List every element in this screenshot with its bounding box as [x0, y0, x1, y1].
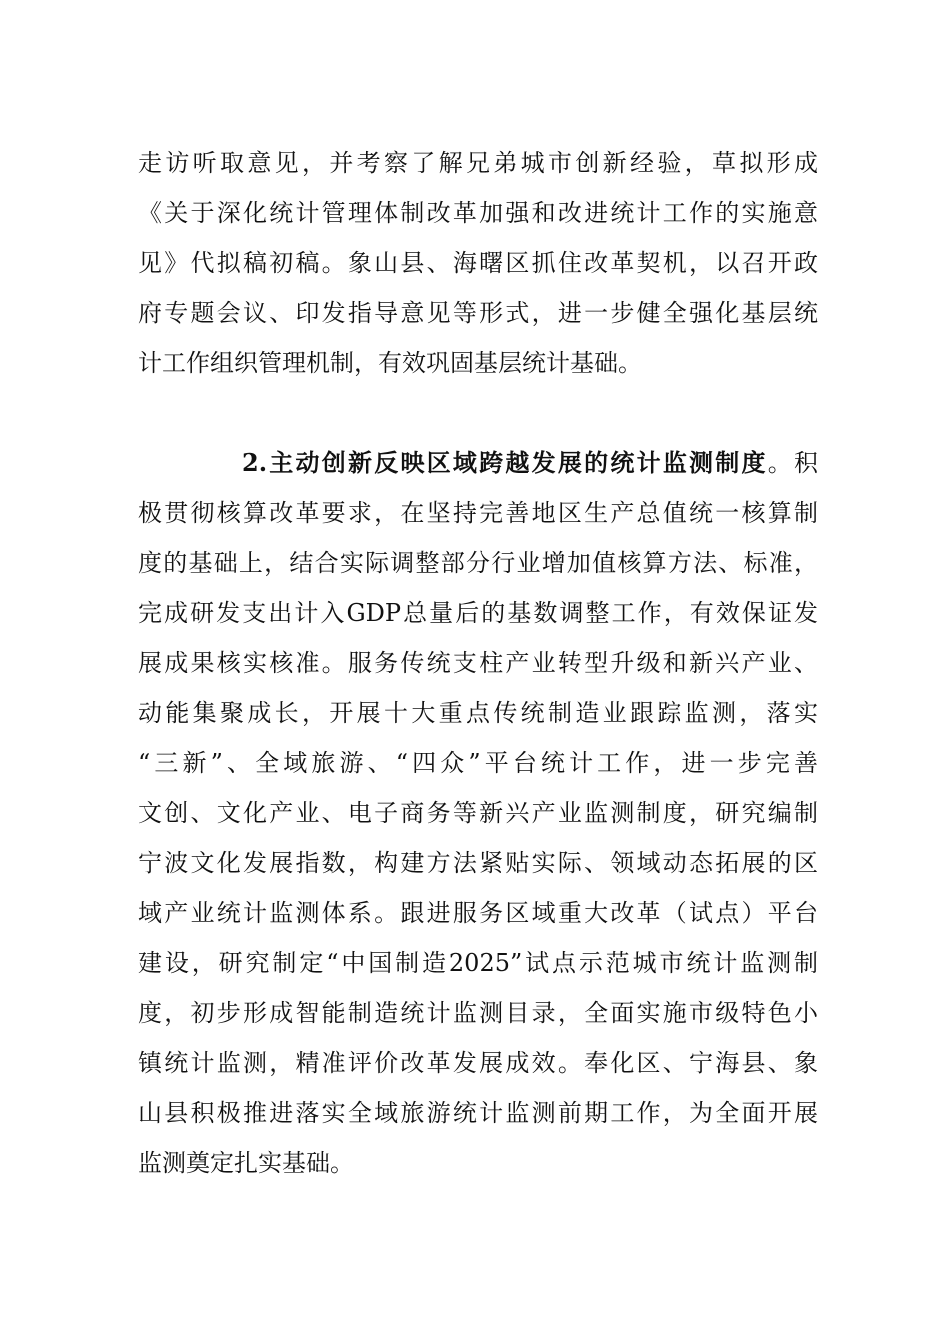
- paragraph-2-line: 建设，研究制定“中国制造2025”试点示范城市统计监测制: [138, 949, 818, 977]
- paragraph-1-line: 见》代拟稿初稿。象山县、海曙区抓住改革契机，以召开政: [138, 249, 818, 277]
- paragraph-2-line: 宁波文化发展指数，构建方法紧贴实际、领域动态拓展的区: [138, 849, 818, 877]
- paragraph-2-line: 度的基础上，结合实际调整部分行业增加值核算方法、标准，: [138, 549, 818, 577]
- paragraph-2-line: 完成研发支出计入GDP总量后的基数调整工作，有效保证发: [138, 599, 818, 627]
- paragraph-2-line: 文创、文化产业、电子商务等新兴产业监测制度，研究编制: [138, 799, 818, 827]
- paragraph-2-line: 镇统计监测，精准评价改革发展成效。奉化区、宁海县、象: [138, 1049, 818, 1077]
- paragraph-1-line: 计工作组织管理机制，有效巩固基层统计基础。: [138, 349, 642, 377]
- paragraph-2-line: 极贯彻核算改革要求，在坚持完善地区生产总值统一核算制: [138, 499, 818, 527]
- paragraph-1-line: 府专题会议、印发指导意见等形式，进一步健全强化基层统: [138, 299, 818, 327]
- paragraph-2-line: 动能集聚成长，开展十大重点传统制造业跟踪监测，落实: [138, 699, 818, 727]
- paragraph-2-line: 展成果核实核准。服务传统支柱产业转型升级和新兴产业、: [138, 649, 818, 677]
- paragraph-1-line: 《关于深化统计管理体制改革加强和改进统计工作的实施意: [138, 199, 818, 227]
- heading-line-rest: 。积: [767, 449, 819, 477]
- paragraph-2-line: 山县积极推进落实全域旅游统计监测前期工作，为全面开展: [138, 1099, 818, 1127]
- paragraph-2-line: 域产业统计监测体系。跟进服务区域重大改革（试点）平台: [138, 899, 818, 927]
- paragraph-2-line: 监测奠定扎实基础。: [138, 1149, 354, 1177]
- paragraph-1-line: 走访听取意见，并考察了解兄弟城市创新经验，草拟形成: [138, 149, 818, 177]
- paragraph-2-line: 度，初步形成智能制造统计监测目录，全面实施市级特色小: [138, 999, 818, 1027]
- paragraph-2-first-line: [242, 443, 818, 483]
- paragraph-2-line: “三新”、全域旅游、“四众”平台统计工作，进一步完善: [138, 749, 818, 777]
- section-heading: 2.主动创新反映区域跨越发展的统计监测制度: [242, 448, 768, 477]
